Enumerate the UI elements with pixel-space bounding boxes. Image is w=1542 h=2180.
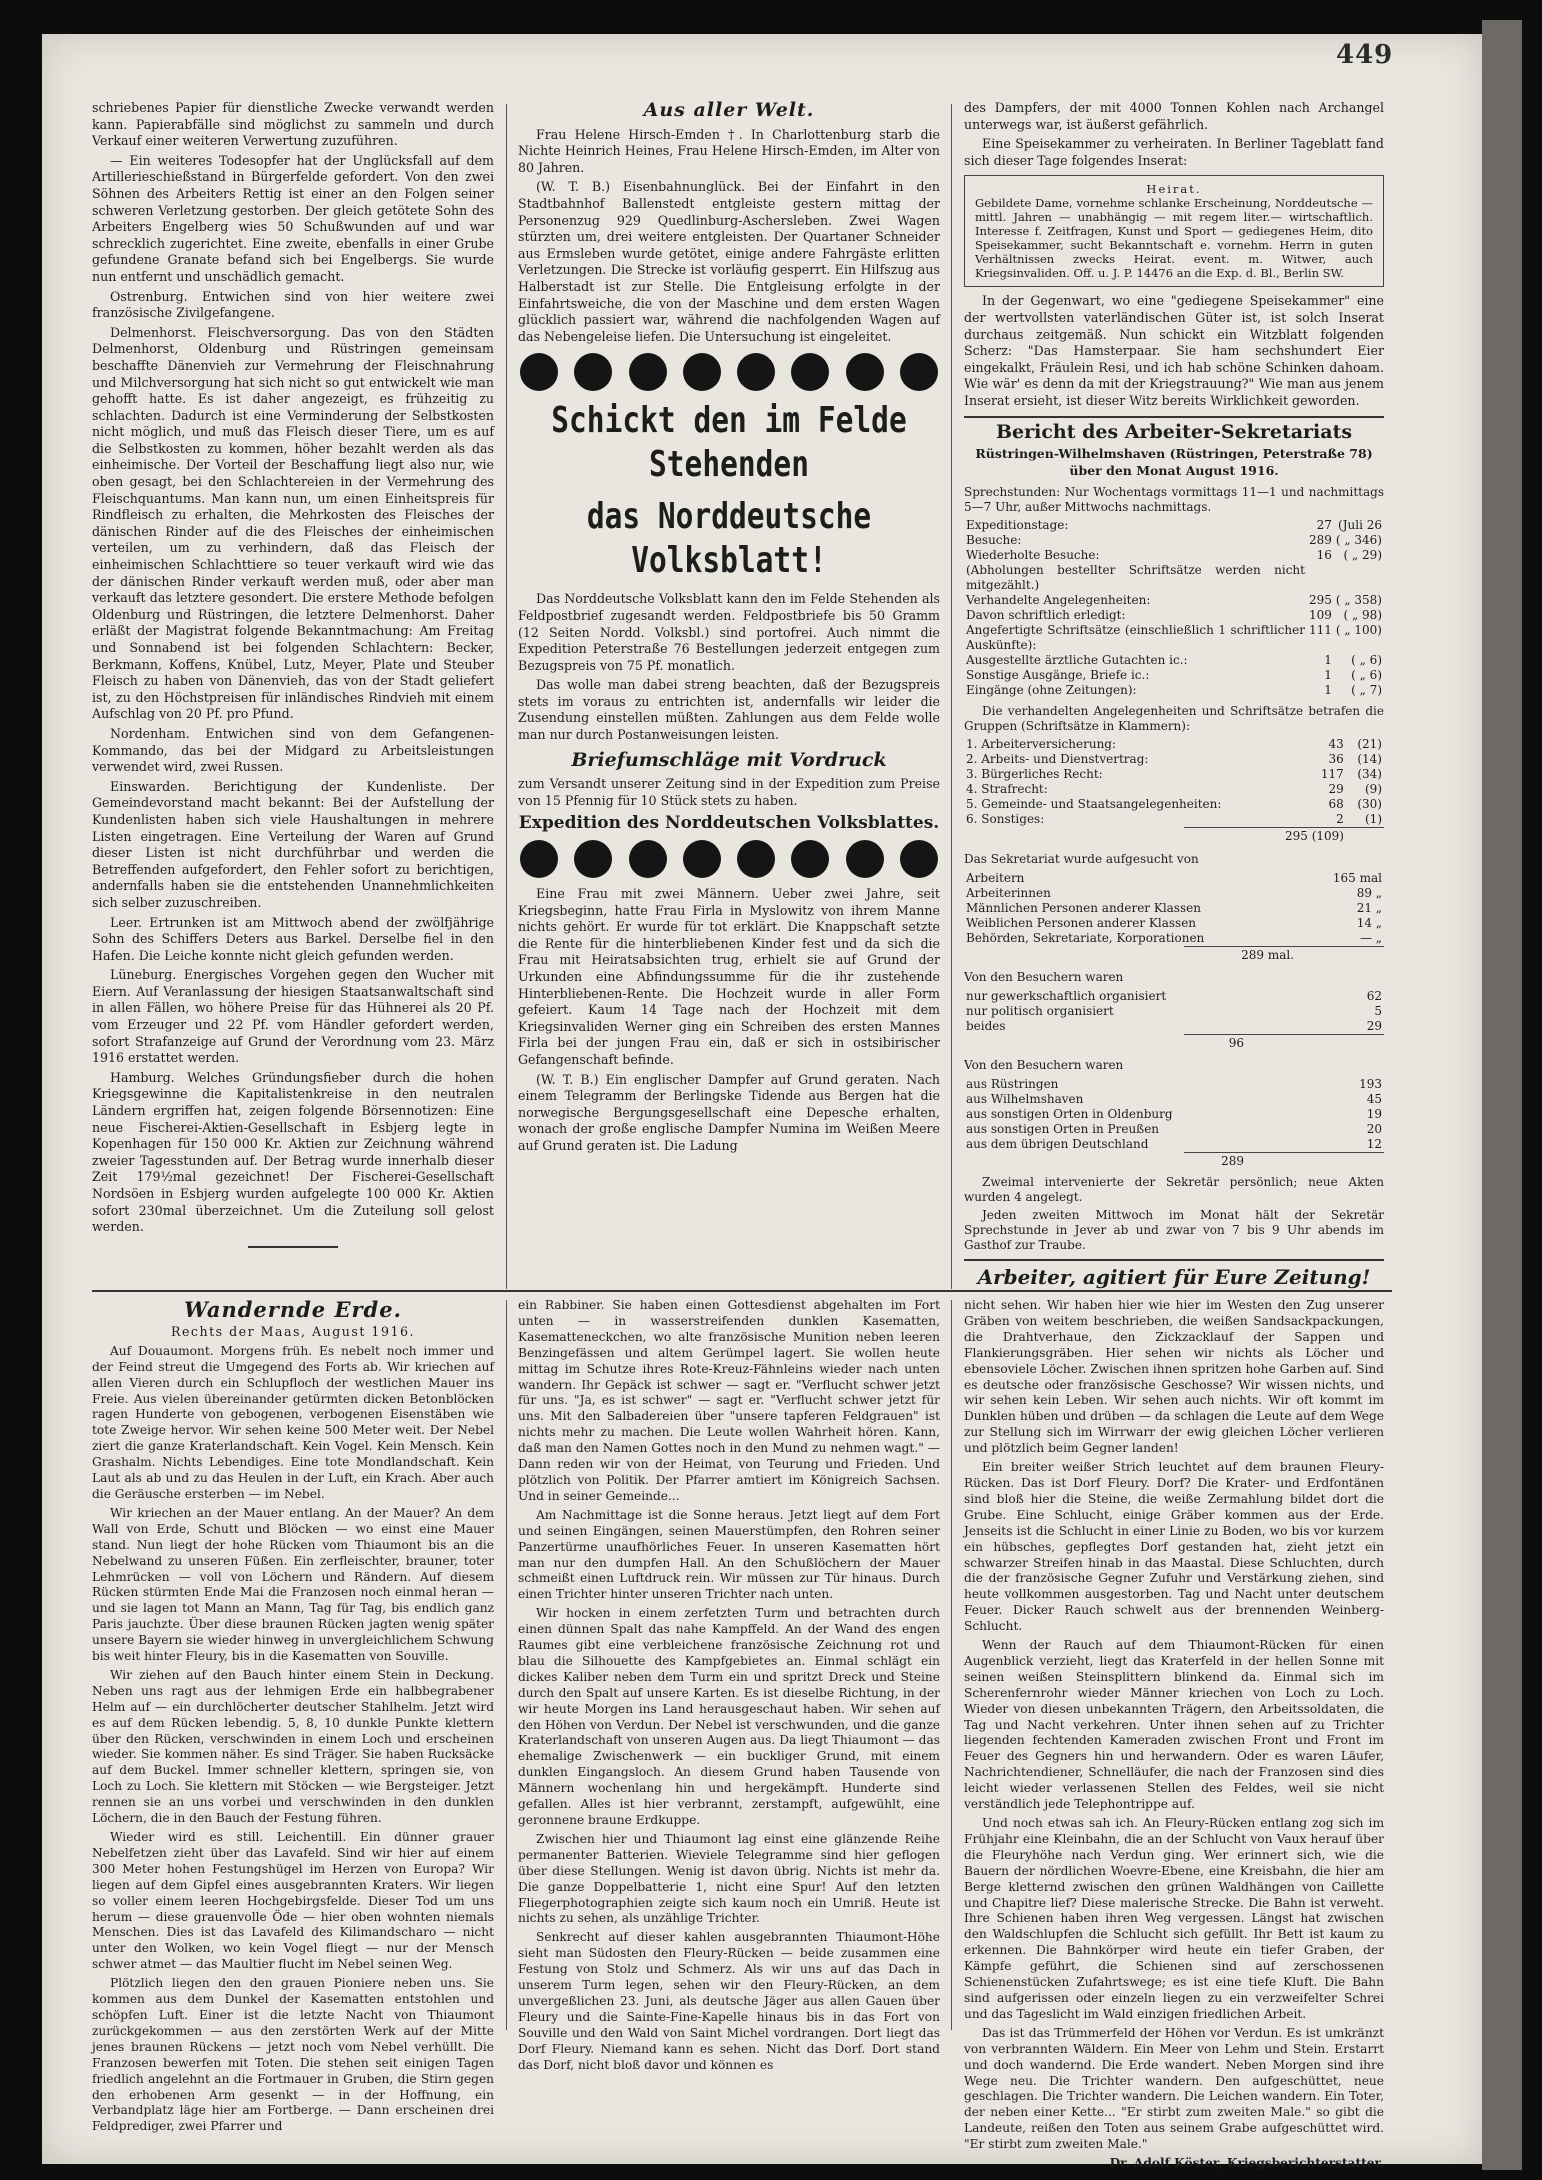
article-paragraph: Und noch etwas sah ich. An Fleury-Rücken entlang zog sich im Frühjahr eine Kleinbahn, die an der Schlucht von Vaux herauf über die Fleuryhöhe nach Verdun ging. Wer erinnert sich, wie die Bauern der nördlichen Woevre-Ebene, eine Kreisbahn, die hier am Berge kletternd zwischen den grünen Waldhängen von Caillette und Chapitre lief? Diese malerische Strecke. Die Bahn ist verweht. Ihre Schienen haben ihren Weg vergessen. Längst hat zwischen den Waldschlupfen die Schlucht sich gefüllt. Ihr Bett ist kaum zu erkennen. Die Bahnkörper wird heute ein tiefer Graben, der Kämpfe geführt, die Schienen sind auf zerschossenen Schienenstücken Zufahrtswege; es ist eine tiefe Kluft. Die Bahn sind aufgerissen oder einzeln liegen zu ein verzweifelter Schrei und das Tageslicht im Wald einzigen friedlichen Arbeit.: [964, 1816, 1384, 2021]
article-paragraph: Wir ziehen auf den Bauch hinter einem Stein in Deckung. Neben uns ragt aus der lehmigen Erde ein halbbegrabener Helm auf — ein durchlöcherter deutscher Stahlhelm. Jetzt wird es auf dem Rücken lebendig. 5, 8, 10 dunkle Punkte klettern über den Rücken, verschwinden in einem Loch und erscheinen wieder. Sie kommen näher. Es sind Träger. Sie haben Rucksäcke auf dem Buckel. Immer schneller klettern, springen sie, von Loch zu Loch. Sie klettern mit Stöcken — wie Bergsteiger. Jetzt rennen sie an uns vorbei und verschwinden in den dunklen Löchern, die in den Bauch der Festung führen.: [92, 1667, 494, 1826]
report-subtitle: Rüstringen-Wilhelmshaven (Rüstringen, Peterstraße 78) über den Monat August 1916.: [975, 446, 1373, 478]
org-row: [964, 1004, 1384, 1019]
page-number: 449: [1336, 40, 1394, 70]
stats-row-value: 1: [1324, 668, 1332, 683]
article-paragraph: Leer. Ertrunken ist am Mittwoch abend der zwölfjährige Sohn des Schiffers Deters aus Barkel. Derselbe fiel in den Hafen. Die Leiche konnte nicht gleich gefunden werden.: [92, 914, 494, 963]
article-paragraph: nicht sehen. Wir haben hier wie hier im Westen den Zug unserer Gräben von weitem beschrieben, die weißen Sandsackpackungen, die Drahtverhaue, den Zickzacklauf der Sappen und Flankierungsgräben. Hier sehen wir nichts als Löcher und ebensoviele Löcher. Zwischen ihnen spritzen hohe Garben auf. Sind es deutsche oder französische Geschosse? Wir wissen nichts, und wir sehen kein Leben. Wir sehen auch nichts. Wir oft kommt im Dunklen hüben und drüben — da schlagen die Leute auf dem Wege zur Stellung sich im Wirrwarr der ewig gleichen Löcher verlieren und plötzlich beim Gegner landen!: [964, 1298, 1384, 1456]
classified-title: Heirat.: [1146, 182, 1202, 197]
visited-row-label: Weiblichen Personen anderer Klassen: [966, 915, 1197, 930]
slogan: Arbeiter, agitiert für Eure Zeitung!: [977, 1265, 1371, 1290]
feuilleton-column-1: [92, 1298, 494, 2138]
stats-row-value: 111: [1308, 623, 1332, 638]
origin-row: [964, 1107, 1384, 1122]
stats-row-prev: ( „ 100): [1335, 623, 1382, 638]
stats-row: [964, 593, 1384, 608]
visited-row: [964, 871, 1384, 886]
stats-row-label: Eingänge (ohne Zeitungen):: [966, 683, 1137, 698]
author-signature: Dr. Adolf Köster, Kriegsberichterstatter.: [1109, 2156, 1384, 2171]
article-paragraph: (W. T. B.) Ein englischer Dampfer auf Grund geraten. Nach einem Telegramm der Berlingske Tidende aus Bergen hat die norwegische Bergungsgesellschaft eine Depesche erhalten, wonach der große englische Dampfer Numina im Weißen Meere auf Grund geraten ist. Die Ladung: [518, 1071, 940, 1153]
report-note: Zweimal intervenierte der Sekretär persönlich; neue Akten wurden 4 angelegt.: [964, 1175, 1384, 1205]
stats-row: [964, 653, 1384, 668]
origin-row-label: aus Rüstringen: [966, 1076, 1059, 1091]
report-note: Jeden zweiten Mittwoch im Monat hält der Sekretär Sprechstunde in Jever ab und zwar von 7 bis 9 Uhr abends im Gasthof zur Traube.: [964, 1208, 1384, 1253]
column-divider: [506, 1300, 507, 2030]
stats-row-prev: ( „ 6): [1351, 668, 1382, 683]
stats-row-value: 27: [1316, 518, 1332, 533]
article-paragraph: Das ist das Trümmerfeld der Höhen vor Verdun. Es ist umkränzt von verbrannten Wäldern. Ein Meer von Lehm und Stein. Erstarrt und doch wandernd. Die Erde wandert. Neben Morgen sind ihre Wege neu. Die Trichter wandern. Den aufgeschüttet, neue geschlagen. Die Trichter wandern. Die Leichen wandern. Ein Toter, der neben einer Kette... "Er stirbt zum zweiten Male." so gibt die Landeute, reißen den Toten aus seinem Grabe aufgeschüttet wird. "Er stirbt zum zweiten Male.": [964, 2025, 1384, 2152]
visited-row-value: 165 mal: [1332, 870, 1382, 885]
divider: [964, 416, 1384, 418]
stats-row: [964, 668, 1384, 683]
visited-row-label: Arbeitern: [966, 870, 1025, 885]
origin-row-value: 45: [1366, 1091, 1382, 1106]
article-paragraph: Senkrecht auf dieser kahlen ausgebrannten Thiaumont-Höhe sieht man Südosten den Fleury-Rücken — beide zusammen eine Festung von Stolz und Schmerz. Als wir uns auf das Dach in unserem Turm legen, sehen wir den Fleury-Rücken, an dem unvergeßlichen 23. Juni, als deutsche Jäger aus allen Gauen über Fleury und die Sainte-Fine-Kapelle hinaus bis in das Fort von Souville und den Wald von Saint Michel vordrangen. Dort liegt das Dorf Fleury. Niemand kann es sehen. Nicht das Dorf. Dort stand das Dorf, nicht bloß davor und können es: [518, 1930, 940, 2072]
origin-row-value: 20: [1366, 1121, 1382, 1136]
feuilleton-column-3: [964, 1298, 1384, 2172]
article-paragraph: In der Gegenwart, wo eine "gediegene Speisekammer" eine der wertvollsten vaterländischen Güter ist, ist solch Inserat durchaus zeitgemäß. Nun schickt ein Witzblatt folgenden Scherz: "Das Hamsterpaar. Sie ham sechshundert Eier eingekalkt, Fräulein Resi, und ich hab schöne Schinken dahoam. Wie wär' es denn da mit der Kriegstrauung?" Wie man aus jenem Inserat ersieht, ist dieser Witz bereits Wirklichkeit geworden.: [964, 293, 1384, 408]
article-paragraph: Einswarden. Berichtigung der Kundenliste. Der Gemeindevorstand macht bekannt: Bei der Aufstellung der Kundenlisten haben sich viele Haushaltungen in mehrere Listen eingetragen. Eine Verteilung der Waren auf Grund dieser Listen ist nicht durchführbar und werden die Betreffenden aufgefordert, den Fehler sofort zu berichtigen, andernfalls haben sie die entstehenden Unannehmlichkeiten sich selber zuzuschreiben.: [92, 778, 494, 910]
group-row-paren: (34): [1357, 767, 1382, 782]
article-paragraph: Zwischen hier und Thiaumont lag einst eine glänzende Reihe permanenter Batterien. Wieviele Telegramme sind hier geflogen über diese Stellungen. Wenig ist davon übrig. Nichts ist mehr da. Die ganze Doppelbatterie 1, nicht eine Spur! Auf den letzten Fliegerphotographien zeigte sich kaum noch ein Umriß. Heute ist nichts zu sehen, als unzählige Trichter.: [518, 1831, 940, 1926]
org-row-label: nur politisch organisiert: [966, 1003, 1114, 1018]
visited-row-value: 21 „: [1356, 900, 1382, 915]
group-row-paren: (30): [1357, 797, 1382, 812]
groups-intro: Die verhandelten Angelegenheiten und Schriftsätze betrafen die Gruppen (Schriftsätze in Klammern):: [964, 704, 1384, 734]
visited-row: [964, 901, 1384, 916]
ad-headline: Schickt den im Felde Stehenden: [551, 400, 907, 486]
group-row-value: 2: [1336, 812, 1344, 827]
org-table: [964, 989, 1384, 1034]
group-row: [964, 752, 1384, 767]
group-row-label: 6. Sonstiges:: [966, 812, 1045, 827]
article-paragraph: schriebenes Papier für dienstliche Zwecke verwandt werden kann. Papierabfälle sind möglichst zu sammeln und durch Verkauf einer weiteren Verwertung zuzuführen.: [92, 100, 494, 149]
stats-row-label: Expeditionstage:: [966, 518, 1069, 533]
section-heading: Aus aller Welt.: [643, 99, 815, 121]
middle-column: [518, 100, 940, 1158]
visited-row-value: 14 „: [1356, 915, 1382, 930]
origin-row-label: aus dem übrigen Deutschland: [966, 1136, 1149, 1151]
group-row-value: 29: [1328, 782, 1344, 797]
classified-ad: [964, 175, 1384, 287]
stats-row-value: [1307, 563, 1334, 593]
column-divider: [951, 104, 952, 1289]
origin-row-value: 19: [1366, 1106, 1382, 1121]
stats-row-prev: ( „ 29): [1343, 548, 1382, 563]
group-row: [964, 812, 1384, 827]
article-paragraph: Frau Helene Hirsch-Emden †. In Charlottenburg starb die Nichte Heinrich Heines, Frau Helene Hirsch-Emden, im Alter von 80 Jahren.: [518, 126, 940, 175]
article-paragraph: Ostrenburg. Entwichen sind von hier weitere zwei französische Zivilgefangene.: [92, 288, 494, 321]
article-paragraph: Delmenhorst. Fleischversorgung. Das von den Städten Delmenhorst, Oldenburg und Rüstringen gemeinsam beschaffte Dänenvieh zur Vermehrung der Fleischnahrung und Milchversorgung hat sich nicht so gut entwickelt wie man gehofft hatte. Es ist daher angezeigt, es frühzeitig zu schlachten. Dadurch ist eine Verminderung der Selbstkosten nicht möglich, und muß das Fleisch dieser Tiere, um es auf die Selbstkosten zu kommen, höher bezahlt werden als das einheimische. Der Vorteil der Beschaffung liegt also nur, wie oben gesagt, bei den Schlachtereien in der Vermehrung des Fleischquantums. Man kann nun, um einen Einheitspreis für Rindfleisch zu erhalten, die Mehrkosten des Fleisches der dänischen Rinder auf die des Fleisches der einheimischen verteilen, um zu verhindern, daß das Fleisch der einheimischen Schlachttiere so teuer verkauft wird wie das der dänischen Rinder verkauft werden muß, oder aber man verkauft das letztere gesondert. Die erstere Methode befolgen Oldenburg und Rüstringen, die letztere Delmenhorst. Daher erläßt der Magistrat folgende Bekanntmachung: Am Freitag und Sonnabend ist bei folgenden Schlachtern: Becker, Berkmann, Koffens, Knübel, Lutz, Meyer, Plate und Steuber Fleisch zu haben von Dänenvieh, das von der Stadt geliefert ist, zu den Höchstpreisen für inländisches Rindvieh mit einem Aufschlag von 20 Pf. pro Pfund.: [92, 324, 494, 722]
origin-row-value: 12: [1366, 1136, 1382, 1151]
article-paragraph: Eine Speisekammer zu verheiraten. In Berliner Tageblatt fand sich dieser Tage folgendes Inserat:: [964, 136, 1384, 168]
stats-row-value: 1: [1324, 653, 1332, 668]
stats-row: [964, 518, 1384, 533]
org-intro: Von den Besuchern waren: [964, 970, 1124, 985]
group-row-label: 4. Strafrecht:: [966, 782, 1048, 797]
stats-row-value: 16: [1316, 548, 1332, 563]
group-row-paren: (14): [1357, 752, 1382, 767]
stats-row-prev: ( „ 7): [1351, 683, 1382, 698]
org-row-label: beides: [966, 1018, 1006, 1033]
article-paragraph: Plötzlich liegen den den grauen Pioniere neben uns. Sie kommen aus dem Dunkel der Kasematten entstohlen und schöpfen Luft. Einer ist die letzte Nacht von Thiaumont zurückgekommen — aus den zerstörten Werk auf der Mitte jenes braunen Rückens — jetzt noch vom Nebel verhüllt. Die Franzosen bewerfen mit Toten. Die stehen seit einigen Tagen friedlich angelehnt an die Fortmauer in Gruben, die Stirn gegen den erhobenen Arm gesenkt — in der Hoffnung, ein Verbandplatz läge hier am Fortberge. — Dann erscheinen drei Feldprediger, zwei Pfarrer und: [92, 1976, 494, 2134]
group-row-label: 3. Bürgerliches Recht:: [966, 767, 1103, 782]
org-total: 96: [1184, 1034, 1384, 1052]
feuilleton-column-2: [518, 1298, 940, 2077]
group-row-value: 36: [1328, 752, 1344, 767]
article-paragraph: Ein breiter weißer Strich leuchtet auf dem braunen Fleury-Rücken. Das ist Dorf Fleury. Dorf? Die Krater- und Erdfontänen sind bloß hier die Steine, die weiße Zermahlung bildet dort die Grube. Eine Schlucht, einige Gräber kommen aus der Erde. Jenseits ist die Schlucht in einer Linie zu Boden, wo bis vor kurzem ein hübsches, gepflegtes Dorf gestanden hat, zieht jetzt ein schwarzer Streifen hinab in das Maastal. Diese Schluchten, durch die der französische Gegner Zufuhr und Verstärkung ziehen, sind heute vollkommen ausgestorben. Tag und Nacht unter deutschem Feuer. Dicker Rauch schwelt aus der brennenden Weinberg-Schlucht.: [964, 1460, 1384, 1634]
article-paragraph: Nordenham. Entwichen sind von dem Gefangenen-Kommando, das bei der Midgard zu Arbeitsleistungen verwendet wird, zwei Russen.: [92, 725, 494, 775]
org-row-value: 62: [1366, 988, 1382, 1003]
stats-row-prev: ( „ 346): [1335, 533, 1382, 548]
group-row-value: 68: [1328, 797, 1344, 812]
group-row: [964, 737, 1384, 752]
column-divider: [951, 1300, 952, 2030]
visited-intro: Das Sekretariat wurde aufgesucht von: [964, 851, 1199, 866]
stats-row-prev: ( „ 358): [1335, 593, 1382, 608]
org-row-value: 5: [1374, 1003, 1382, 1018]
org-row-value: 29: [1366, 1018, 1382, 1033]
group-row: [964, 767, 1384, 782]
stats-row-prev: [1334, 563, 1384, 593]
article-paragraph: Wieder wird es still. Leichentill. Ein dünner grauer Nebelfetzen zieht über das Lavafeld. Sind wir hier auf einem 300 Meter hohen Festungshügel im Herzen von Europa? Wir liegen auf dem Gipfel eines ausgebrannten Kraters. Wir liegen so voller einem leeren Hochgebirgsfelde. Dieser Tod um uns herum — diese grauenvolle Öde — hier oben wohnten niemals Menschen. Dies ist das Lavafeld des Kilimandscharo — nicht unter den Wolken, wo kein Vogel fliegt — nur der Mensch schwer atmet — das Maultier flucht im Nebel seinen Weg.: [92, 1830, 494, 1972]
origin-row-value: 193: [1359, 1076, 1382, 1091]
stats-row: [964, 563, 1384, 593]
visited-row: [964, 886, 1384, 901]
stats-row-label: Angefertigte Schriftsätze (einschließlich 1 schriftlicher Auskünfte):: [966, 623, 1305, 653]
section-divider: [92, 1290, 1392, 1292]
stats-row-value: 289: [1308, 533, 1332, 548]
dot-border: [518, 353, 940, 391]
origin-row: [964, 1077, 1384, 1092]
stats-row-prev: ( „ 98): [1343, 608, 1382, 623]
stats-row: [964, 548, 1384, 563]
right-column: [964, 100, 1384, 1290]
ad-text: Das wolle man dabei streng beachten, daß der Bezugspreis stets im voraus zu entrichten ist, andernfalls wir leider die Zusendung einstellen müßten. Zahlungen aus dem Felde wolle man nur durch Postanweisungen leisten.: [518, 677, 940, 743]
article-paragraph: des Dampfers, der mit 4000 Tonnen Kohlen nach Archangel unterwegs war, ist äußerst gefährlich.: [964, 100, 1384, 132]
visited-row-label: Behörden, Sekretariate, Korporationen: [966, 930, 1205, 945]
divider: [964, 1259, 1384, 1261]
classified-text: Gebildete Dame, vornehme schlanke Erscheinung, Norddeutsche — mittl. Jahren — unabhängig — mit regem liter.— wirtschaftlich. Interesse f. Zeitfragen, Kunst und Sport — gediegenes Heim, dito Speisekammer, sucht Bekanntschaft e. vornehm. Herrn in guten Verhältnissen zwecks Heirat. event. m. Witwer, auch Kriegsinvaliden. Off. u. J. P. 14476 an die Exp. d. Bl., Berlin SW.: [975, 196, 1373, 281]
origin-row-label: aus Wilhelmshaven: [966, 1091, 1084, 1106]
origin-row-label: aus sonstigen Orten in Preußen: [966, 1121, 1160, 1136]
article-paragraph: Auf Douaumont. Morgens früh. Es nebelt noch immer und der Feind streut die Umgegend des Forts ab. Wir kriechen auf allen Vieren durch ein Schlupfloch der westlichen Mauer ins Freie. Aus vielen übereinander getürmten dicken Betonblöcken ragen Hunderte von gebogenen, verbogenen Eisenstäben wie tote Zweige hervor. Wir sehen keine 500 Meter weit. Der Nebel ziert die ganze Kraterlandschaft. Kein Vogel. Kein Mensch. Kein Grashalm. Nichts Lebendiges. Eine tote Mondlandschaft. Kein Laut als ab und zu das Heulen in der Luft, ein Krach. Aber auch die Geräusche ersterben — im Nebel.: [92, 1343, 494, 1501]
visited-row: [964, 916, 1384, 931]
groups-table: [964, 737, 1384, 827]
stats-table: [964, 518, 1384, 698]
article-paragraph: ein Rabbiner. Sie haben einen Gottesdienst abgehalten im Fort unten — in wasserstreifenden dunklen Kasematten, Kasematteneckchen, wo alte französische Munition neben leeren Benzingefässen und altem Gerümpel lagert. Sie wollen heute mittag im Schutze ihres Rote-Kreuz-Fähnleins wieder nach unten wandern. Ihr Gepäck ist schwer — sagt er. "Verflucht schwer jetzt für uns. "Ja, es ist schwer" — sagt er. "Verflucht schwer jetzt für uns. Mit den Salbadereien über "unsere tapferen Feldgrauen" ist nichts mehr zu machen. Die Leute wollen Wahrheit hören. Kann, daß man den Namen Gottes noch in den Mund zu nehmen wagt." — Dann reden wir von der Heimat, von Teurung und Frieden. Und plötzlich von Politik. Der Pfarrer amtiert im Königreich Sachsen. Und in seiner Gemeinde...: [518, 1298, 940, 1503]
feuilleton-dateline: Rechts der Maas, August 1916.: [170, 1323, 415, 1339]
visited-row-value: 89 „: [1356, 885, 1382, 900]
group-row-label: 5. Gemeinde- und Staatsangelegenheiten:: [966, 797, 1222, 812]
stats-row-label: (Abholungen bestellter Schriftsätze werden nicht mitgezählt.): [966, 563, 1305, 593]
stats-row-value: 1: [1324, 683, 1332, 698]
stats-row: [964, 608, 1384, 623]
groups-total: 295 (109): [1184, 827, 1384, 845]
ad-headline: das Norddeutsche Volksblatt!: [586, 496, 872, 582]
left-column: [92, 100, 494, 1252]
group-row: [964, 797, 1384, 812]
visited-row-label: Männlichen Personen anderer Klassen: [966, 900, 1201, 915]
dot-border: [518, 840, 940, 878]
group-row-paren: (9): [1365, 782, 1382, 797]
article-paragraph: Hamburg. Welches Gründungsfieber durch die hohen Kriegsgewinne die Kapitalistenkreise in den neutralen Ländern ergriffen hat, zeigen folgende Börsennotizen: Eine neue Fischerei-Aktien-Gesellschaft in Esbjerg legte in Kopenhagen für 150 000 Kr. Aktien zur Zeichnung während zweier Tagesstunden auf. Der Betrag wurde innerhalb dieser Zeit 179½mal gezeichnet! Der Fischerei-Gesellschaft Nordsöen in Esbjerg wurden aufgelegte 100 000 Kr. Aktien sofort 230mal überzeichnet. Um die Zuteilung soll gelost werden.: [92, 1069, 494, 1235]
stats-row-prev: ( „ 6): [1351, 653, 1382, 668]
group-row: [964, 782, 1384, 797]
stats-row-label: Sonstige Ausgänge, Briefe ic.:: [966, 668, 1150, 683]
group-row-value: 43: [1328, 737, 1344, 752]
ad-text: Das Norddeutsche Volksblatt kann den im Felde Stehenden als Feldpostbrief zugesandt werden. Feldpostbriefe bis 50 Gramm (12 Seiten Nordd. Volksbl.) sind portofrei. Auch nimmt die Expedition Peterstraße 76 Bestellungen jederzeit entgegen zum Bezugspreis von 75 Pf. monatlich.: [518, 591, 940, 673]
visited-row-value: — „: [1359, 930, 1382, 945]
org-row-label: nur gewerkschaftlich organisiert: [966, 988, 1167, 1003]
stats-row-prev: (Juli 26: [1338, 518, 1382, 533]
ad-subheading: Briefumschläge mit Vordruck: [571, 748, 887, 771]
end-rule: [248, 1246, 338, 1248]
article-paragraph: Eine Frau mit zwei Männern. Ueber zwei Jahre, seit Kriegsbeginn, hatte Frau Firla in Myslowitz von ihrem Manne nichts gehört. Er wurde für tot erklärt. Die Knappschaft setzte die Rente für die hinterbliebenen Kinder fest und da sich die Frau mit Heiratsabsichten trug, erhielt sie auf Grund der Urkunden eine Abfindungssumme für die ihr zustehende Hinterbliebenen-Rente. Die Hochzeit wurde in aller Form gefeiert. Kaum 14 Tage nach der Hochzeit mit dem Kriegsinvaliden Werner ging ein Schreiben des ersten Mannes Firla bei der jungen Frau ein, daß er sich in ostsibirischer Gefangenschaft befinde.: [518, 886, 940, 1067]
stats-row-value: 109: [1308, 608, 1332, 623]
stats-row-label: Wiederholte Besuche:: [966, 548, 1100, 563]
stats-row-label: Verhandelte Angelegenheiten:: [966, 593, 1151, 608]
origin-row: [964, 1137, 1384, 1152]
ad-signature: Expedition des Norddeutschen Volksblattes.: [518, 813, 940, 834]
origin-row-label: aus sonstigen Orten in Oldenburg: [966, 1106, 1173, 1121]
origin-table: [964, 1077, 1384, 1152]
visited-row: [964, 931, 1384, 946]
origin-intro: Von den Besuchern waren: [964, 1058, 1124, 1073]
binding-edge: [1482, 20, 1522, 2170]
article-paragraph: — Ein weiteres Todesopfer hat der Unglücksfall auf dem Artillerieschießstand in Bürgerfelde gefordert. Von den zwei Söhnen des Arbeiters Rettig ist einer an den Folgen seiner schweren Verletzung gestorben. Der gleich getötete Sohn des Arbeiters Engelberg wies 50 Schußwunden auf und war schrecklich zugerichtet. Eine zweite, ebenfalls in einer Grube gefundene Granate befand sich bei Engelbergs. Sie wurde nun entfernt und unschädlich gemacht.: [92, 152, 494, 284]
article-paragraph: Wir hocken in einem zerfetzten Turm und betrachten durch einen dünnen Spalt das nahe Kampffeld. An der Wand des engen Raumes gibt eine verbleichene französische Zeichnung rot und blau die Silhouette des Kampfgebietes an. Einmal schlägt ein dickes Kaliber neben dem Turm ein und spritzt Dreck und Steine durch den Spalt auf unsere Karten. Es ist dieselbe Richtung, in der wir heute Morgen ins Land herausgeschaut haben. Wir sehen auf den Höhen von Verdun. Der Nebel ist verschwunden, und die ganze Kraterlandschaft von unseren Augen aus. Da liegt Thiaumont — das ehemalige Zwischenwerk — ein buckliger Grund, mit einem dunklen Eingangsloch. An diesem Grund haben Tausende von Männern wochenlang hin und hergekämpft. Hunderte sind gefallen. Alles ist hier verbrannt, zerstampft, aufgewühlt, eine geronnene braune Erdkuppe.: [518, 1606, 940, 1827]
office-hours: Sprechstunden: Nur Wochentags vormittags 11—1 und nachmittags 5—7 Uhr, außer Mittwochs nachmittags.: [964, 485, 1384, 515]
visited-row-label: Arbeiterinnen: [966, 885, 1051, 900]
stats-row-label: Besuche:: [966, 533, 1022, 548]
report-title: Bericht des Arbeiter-Sekretariats: [995, 420, 1353, 443]
origin-row: [964, 1092, 1384, 1107]
article-paragraph: Wir kriechen an der Mauer entlang. An der Mauer? An dem Wall von Erde, Schutt und Blöcken — wo einst eine Mauer stand. Nun liegt der hohe Rücken vom Thiaumont bis an die Nebelwand zu unseren Füßen. Ein zerfleischter, brauner, toter Lehmrücken — voll von Löchern und Rändern. Auf diesem Rücken stürmten Ende Mai die Franzosen noch einmal heran — und sie lagen tot Mann an Mann, Tag für Tag, bis endlich ganz Paris jauchzte. Über diese braunen Rücken jagten wenig später unsere Bayern sie wieder hinweg in unvergleichlichem Schwung bis weit hinter Fleury, bis in die Kasematten von Souville.: [92, 1505, 494, 1664]
stats-row-label: Davon schriftlich erledigt:: [966, 608, 1126, 623]
visited-table: [964, 871, 1384, 946]
stats-row: [964, 683, 1384, 698]
feuilleton-title: Wandernde Erde.: [184, 1297, 402, 1322]
article-paragraph: Am Nachmittage ist die Sonne heraus. Jetzt liegt auf dem Fort und seinen Eingängen, seinen Mauerstümpfen, den Rohren seiner Panzertürme unaufhörliches Feuer. In unseren Kasematten hört man nur den dumpfen Hall. An den Schußlöchern der Mauer schmeißt einen Luftdruck rein. Wir müssen zur Tür hinaus. Durch einen Trichter hinter unseren Trichter nach unten.: [518, 1507, 940, 1602]
group-row-label: 2. Arbeits- und Dienstvertrag:: [966, 752, 1149, 767]
article-paragraph: Lüneburg. Energisches Vorgehen gegen den Wucher mit Eiern. Auf Veranlassung der hiesigen Staatsanwaltschaft sind in allen Fällen, wo höhere Preise für das Hühnerei als 20 Pf. vom Erzeuger und 22 Pf. vom Händler gefordert werden, sofort Strafanzeige auf Grund der Verordnung vom 23. März 1916 erstattet werden.: [92, 967, 494, 1066]
group-row-paren: (1): [1365, 812, 1382, 827]
org-row: [964, 989, 1384, 1004]
group-row-label: 1. Arbeiterversicherung:: [966, 737, 1117, 752]
org-row: [964, 1019, 1384, 1034]
stats-row-label: Ausgestellte ärztliche Gutachten ic.:: [966, 653, 1188, 668]
column-divider: [506, 104, 507, 1289]
article-paragraph: Wenn der Rauch auf dem Thiaumont-Rücken für einen Augenblick verzieht, liegt das Kraterfeld in der hellen Sonne mit seinen weißen Steinsplittern blinkend da. Einmal sich im Scherenfernrohr wieder Männer kriechen von Loch zu Loch. Wieder von diesen unbekannten Trägern, den Arbeitssoldaten, die Tag und Nacht verkehren. Unter ihnen sehen auf zu Trichter liegenden fechtenden Kameraden zwischen Front und Front im Feuer des Gegners hin und herwandern. Oder es waren Läufer, Nachrichtendiener, Schnelläufer, die nach der Franzosen sind dies leicht wieder verlassenen Stellen des Feldes, weil sie nicht verständlich jede Telephontrippe auf.: [964, 1638, 1384, 1812]
group-row-value: 117: [1320, 767, 1344, 782]
stats-row: [964, 533, 1384, 548]
stats-row: [964, 623, 1384, 653]
group-row-paren: (21): [1357, 737, 1382, 752]
origin-total: 289: [1184, 1152, 1384, 1170]
stats-row-value: 295: [1308, 593, 1332, 608]
visited-total: 289 mal.: [1184, 946, 1384, 964]
origin-row: [964, 1122, 1384, 1137]
article-paragraph: (W. T. B.) Eisenbahnunglück. Bei der Einfahrt in den Stadtbahnhof Ballenstedt entgleiste gestern mittag der Personenzug 929 Quedlinburg-Aschersleben. Zwei Wagen stürzten um, drei weitere entgleisten. Der Quartaner Schneider aus Ermsleben wurde getötet, einige andere Fahrgäste erlitten Verletzungen. Die Strecke ist vorläufig gesperrt. Ein Hilfszug aus Halberstadt ist zur Stelle. Die Entgleisung erfolgte in der Einfahrtsweiche, die von der Maschine und dem ersten Wagen glücklich passiert war, während die nachfolgenden Wagen auf das Nebengeleise liefen. Die Untersuchung ist eingeleitet.: [518, 179, 940, 344]
ad-text: zum Versandt unserer Zeitung sind in der Expedition zum Preise von 15 Pfennig für 10 Stück stets zu haben.: [518, 776, 940, 808]
